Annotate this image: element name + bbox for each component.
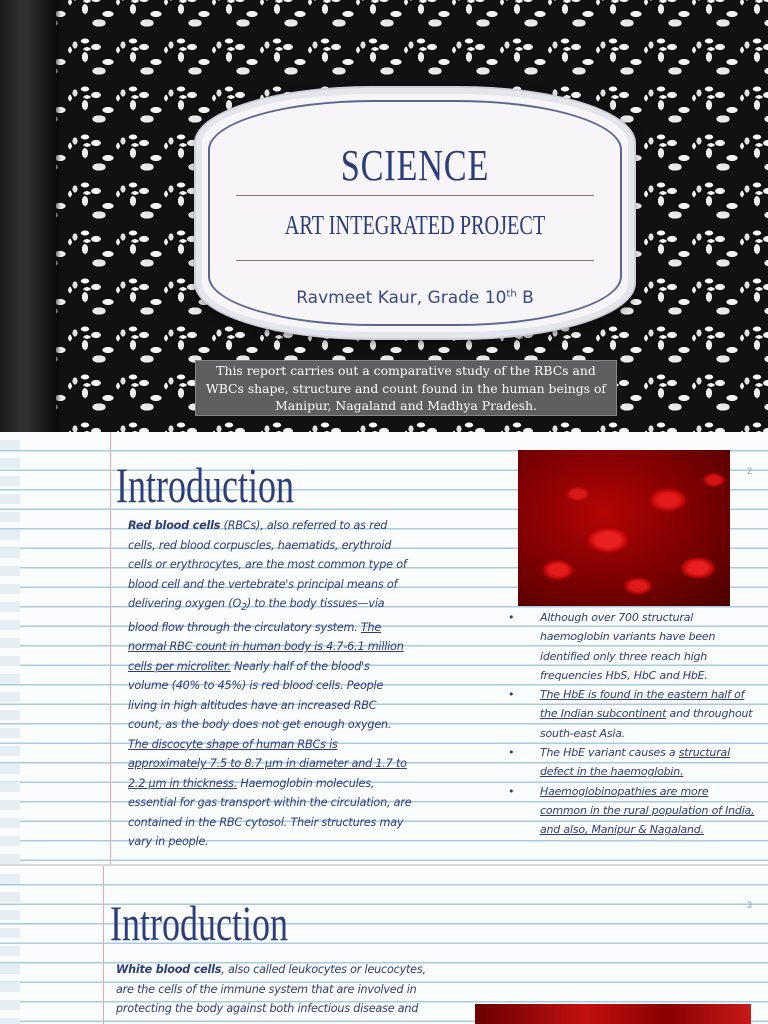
margin-line <box>110 432 111 864</box>
cover-page <box>0 0 768 432</box>
rbc-text-1: (RBCs), also referred to as red cells, red blood corpuscles, haematids, erythroid cells or erythrocytes, are the most common type of blood cell and the vertebrate's principal means of delivering oxygen (O <box>128 519 407 610</box>
bullet-item: • Haemoglobinopathies are more common in the rural population of India, and also, Manipur & Nagaland. <box>508 782 758 840</box>
section-heading: Introduction <box>110 895 288 951</box>
cover-subtitle: ART INTEGRATED PROJECT <box>284 210 546 240</box>
wbc-text: , also called leukocytes or leucocytes, are the cells of the immune system that are involved in protecting the body against both infectious disease and <box>116 963 426 1015</box>
rbc-text-4: Haemoglobin molecules, essential for gas transport within the circulation, are contained in the RBC cytosol. Their structures may vary in people. <box>128 776 412 849</box>
bullet-item: • The HbE variant causes a structural defect in the haemoglobin. <box>508 743 758 782</box>
margin-line <box>103 866 104 1024</box>
subtitle-rule <box>236 260 594 261</box>
rbc-shape-highlight: The discocyte shape of human RBCs is approximately 7.5 to 8.7 μm in diameter and 1.7 to 2.2 μm in thickness. <box>128 737 407 790</box>
oxygen-subscript: 2 <box>241 602 247 614</box>
notebook-binding <box>0 0 56 432</box>
cover-label-card <box>196 88 634 338</box>
cover-author <box>202 288 628 308</box>
page-number: 3 <box>746 900 752 910</box>
rbc-term: Red blood cells <box>128 519 221 532</box>
rbc-text-2: ) to the body tissues—via blood flow through the circulatory system. <box>128 597 385 634</box>
author-name: Ravmeet Kaur, Grade 10 <box>296 288 507 308</box>
notebook-page-2 <box>0 432 768 864</box>
bullet-item: • The HbE is found in the eastern half of the Indian subcontinent and throughout south-east Asia. <box>508 685 758 743</box>
author-section: B <box>516 288 534 308</box>
wbc-paragraph <box>116 960 446 1019</box>
rbc-text-3: Nearly half of the blood's volume (40% to 45%) is red blood cells. People living in high altitudes have an increased RBC count, as the body does not get enough oxygen. <box>128 659 392 732</box>
page-edge <box>0 432 20 864</box>
page-edge <box>0 866 20 1024</box>
rbc-count-highlight: The normal RBC count in human body is 4.7-6.1 million cells per microliter. <box>128 620 404 673</box>
cover-summary: This report carries out a comparative study of the RBCs and WBCs shape, structure and count found in the human beings of Manipur, Nagaland and Madhya Pradesh. <box>195 360 617 416</box>
red-blood-cells-image <box>518 450 730 606</box>
page-number: 2 <box>746 466 752 476</box>
rbc-paragraph <box>128 516 413 852</box>
wbc-term: White blood cells <box>116 963 222 976</box>
cover-title: SCIENCE <box>340 141 490 190</box>
author-ordinal: th <box>506 288 517 300</box>
white-blood-cells-image <box>475 1004 751 1024</box>
haemoglobin-bullet-list <box>508 608 758 840</box>
bullet-item: • Although over 700 structural haemoglobin variants have been identified only three reach high frequencies HbS, HbC and HbE. <box>508 608 758 685</box>
notebook-page-3 <box>0 866 768 1024</box>
title-rule <box>236 195 594 196</box>
section-heading: Introduction <box>116 457 294 513</box>
